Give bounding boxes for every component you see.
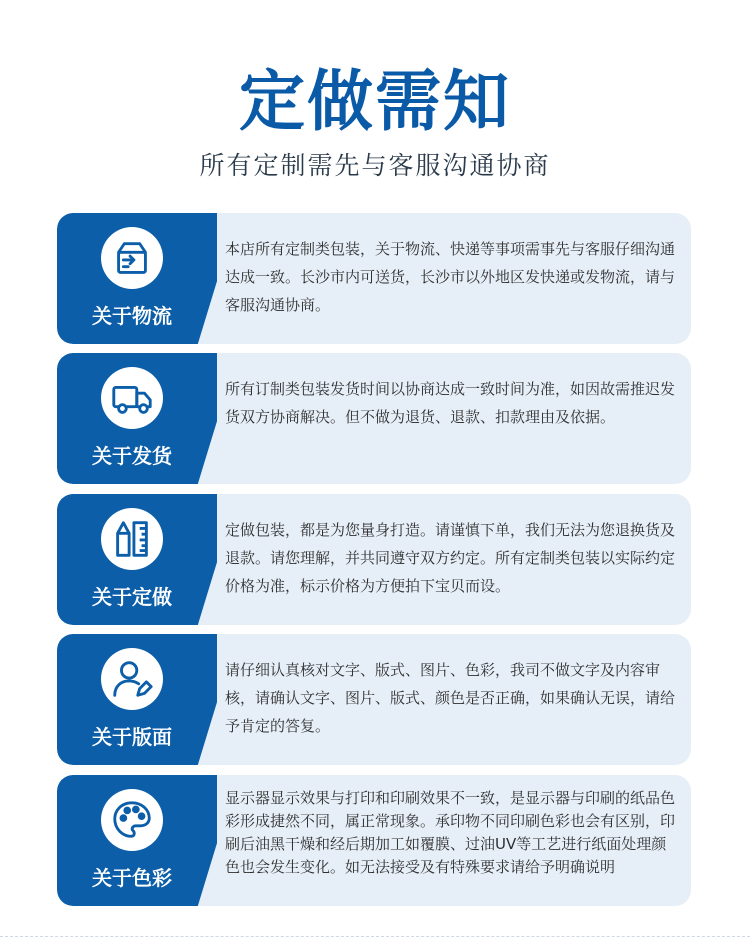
user-edit-icon: [101, 648, 163, 710]
card-color: [57, 775, 691, 906]
card-text: 显示器显示效果与打印和印刷效果不一致，是显示器与印刷的纸品色彩形成捷然不同，属正常现象。承印物不同印刷色彩也会有区别，印刷后油黑干燥和经后期加工如覆膜、过油UV等工艺进行纸面处理颜色也会发生变化。如无法接受及有特殊要求请给予明确说明: [225, 789, 676, 876]
page-title: 定做需知: [239, 63, 511, 140]
card-label: 关于物流: [92, 304, 172, 328]
card-logistics: [57, 213, 691, 344]
card-layout: [57, 634, 691, 765]
delivery-box-icon: [101, 227, 163, 289]
truck-icon: [101, 367, 163, 429]
card-label: 关于版面: [92, 725, 172, 749]
palette-icon: [101, 789, 163, 851]
pencil-ruler-icon: [101, 508, 163, 570]
page-subtitle: 所有定制需先与客服沟通协商: [199, 151, 551, 180]
divider: [0, 936, 750, 937]
card-label: 关于定做: [92, 585, 172, 609]
card-text: 请仔细认真核对文字、版式、图片、色彩，我司不做文字及内容审核，请确认文字、图片、版式、颜色是否正确，如果确认无误，请给予肯定的答复。: [225, 661, 676, 735]
card-text: 本店所有定制类包装，关于物流、快递等事项需事先与客服仔细沟通达成一致。长沙市内可送货，长沙市以外地区发快递或发物流，请与客服沟通协商。: [225, 240, 676, 314]
card-label: 关于色彩: [92, 866, 172, 890]
card-text: 所有订制类包装发货时间以协商达成一致时间为准，如因故需推迟发货双方协商解决。但不做为退货、退款、扣款理由及依据。: [225, 380, 676, 426]
card-shipping: [57, 353, 691, 484]
card-text: 定做包装，都是为您量身打造。请谨慎下单，我们无法为您退换货及退款。请您理解，并共同遵守双方约定。所有定制类包装以实际约定价格为准，标示价格为方便拍下宝贝而设。: [225, 521, 676, 595]
card-custom: [57, 494, 691, 625]
card-label: 关于发货: [92, 444, 172, 468]
